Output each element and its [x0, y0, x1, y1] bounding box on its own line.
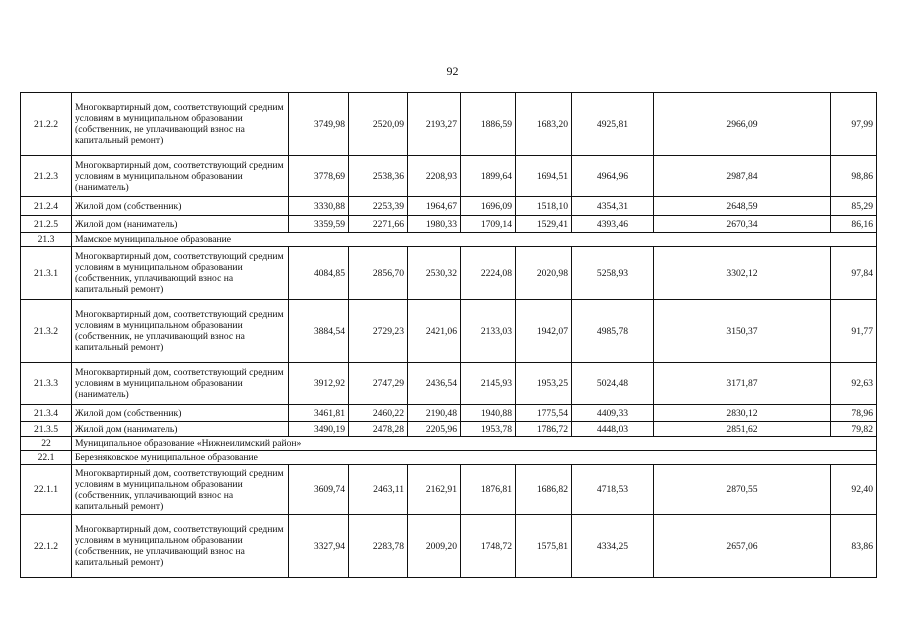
value-cell: 4334,25 [572, 515, 654, 578]
value-cell: 1876,81 [461, 465, 516, 515]
value-cell: 1940,88 [461, 405, 516, 422]
value-cell: 2670,34 [654, 216, 831, 233]
value-cell: 97,84 [831, 247, 877, 300]
value-cell: 2729,23 [349, 300, 408, 363]
value-cell: 2538,36 [349, 156, 408, 197]
value-cell: 2463,11 [349, 465, 408, 515]
row-code: 22.1.1 [21, 465, 72, 515]
value-cell: 3359,59 [289, 216, 349, 233]
section-title: Мамское муниципальное образование [72, 233, 877, 247]
value-cell: 2830,12 [654, 405, 831, 422]
table-row [21, 405, 877, 422]
value-cell: 3490,19 [289, 422, 349, 437]
value-cell: 4718,53 [572, 465, 654, 515]
value-cell: 2283,78 [349, 515, 408, 578]
value-cell: 2436,54 [408, 363, 461, 405]
value-cell: 2020,98 [516, 247, 572, 300]
row-code: 21.2.2 [21, 93, 72, 156]
value-cell: 2851,62 [654, 422, 831, 437]
value-cell: 78,96 [831, 405, 877, 422]
value-cell: 2460,22 [349, 405, 408, 422]
value-cell: 1899,64 [461, 156, 516, 197]
value-cell: 2856,70 [349, 247, 408, 300]
value-cell: 3302,12 [654, 247, 831, 300]
value-cell: 92,63 [831, 363, 877, 405]
value-cell: 3884,54 [289, 300, 349, 363]
value-cell: 1696,09 [461, 197, 516, 216]
row-code: 21.3.4 [21, 405, 72, 422]
value-cell: 5258,93 [572, 247, 654, 300]
value-cell: 1886,59 [461, 93, 516, 156]
table-row [21, 216, 877, 233]
section-header-row [21, 437, 877, 451]
row-description: Жилой дом (наниматель) [72, 422, 289, 437]
section-code: 22 [21, 437, 72, 451]
value-cell: 98,86 [831, 156, 877, 197]
row-description: Многоквартирный дом, соответствующий средним условиям в муниципальном образовании (собственник, уплачивающий взнос на капитальный ремонт) [72, 465, 289, 515]
value-cell: 3330,88 [289, 197, 349, 216]
value-cell: 1964,67 [408, 197, 461, 216]
row-description: Жилой дом (собственник) [72, 405, 289, 422]
value-cell: 4393,46 [572, 216, 654, 233]
value-cell: 2271,66 [349, 216, 408, 233]
table-row [21, 300, 877, 363]
value-cell: 4964,96 [572, 156, 654, 197]
row-code: 21.2.4 [21, 197, 72, 216]
row-code: 21.3.1 [21, 247, 72, 300]
section-code: 21.3 [21, 233, 72, 247]
value-cell: 2145,93 [461, 363, 516, 405]
value-cell: 91,77 [831, 300, 877, 363]
value-cell: 2253,39 [349, 197, 408, 216]
value-cell: 1942,07 [516, 300, 572, 363]
value-cell: 4409,33 [572, 405, 654, 422]
value-cell: 3749,98 [289, 93, 349, 156]
table-row [21, 363, 877, 405]
table-row [21, 422, 877, 437]
value-cell: 1953,78 [461, 422, 516, 437]
row-code: 21.3.2 [21, 300, 72, 363]
row-code: 21.3.3 [21, 363, 72, 405]
value-cell: 1518,10 [516, 197, 572, 216]
value-cell: 2190,48 [408, 405, 461, 422]
value-cell: 1980,33 [408, 216, 461, 233]
value-cell: 2987,84 [654, 156, 831, 197]
utility-rates-table [20, 92, 877, 578]
value-cell: 3461,81 [289, 405, 349, 422]
row-code: 21.2.5 [21, 216, 72, 233]
value-cell: 1529,41 [516, 216, 572, 233]
value-cell: 2193,27 [408, 93, 461, 156]
row-description: Жилой дом (собственник) [72, 197, 289, 216]
value-cell: 79,82 [831, 422, 877, 437]
value-cell: 2009,20 [408, 515, 461, 578]
table-row [21, 197, 877, 216]
value-cell: 2520,09 [349, 93, 408, 156]
row-code: 21.2.3 [21, 156, 72, 197]
value-cell: 85,29 [831, 197, 877, 216]
row-description: Многоквартирный дом, соответствующий средним условиям в муниципальном образовании (наниматель) [72, 363, 289, 405]
value-cell: 83,86 [831, 515, 877, 578]
section-code: 22.1 [21, 451, 72, 465]
table-row [21, 247, 877, 300]
row-code: 21.3.5 [21, 422, 72, 437]
section-header-row [21, 451, 877, 465]
value-cell: 4985,78 [572, 300, 654, 363]
value-cell: 3171,87 [654, 363, 831, 405]
value-cell: 2966,09 [654, 93, 831, 156]
value-cell: 3778,69 [289, 156, 349, 197]
value-cell: 2421,06 [408, 300, 461, 363]
value-cell: 3150,37 [654, 300, 831, 363]
row-description: Многоквартирный дом, соответствующий средним условиям в муниципальном образовании (наниматель) [72, 156, 289, 197]
row-description: Многоквартирный дом, соответствующий средним условиям в муниципальном образовании (собственник, не уплачивающий взнос на капитальный ремонт) [72, 515, 289, 578]
table-body [21, 93, 877, 578]
value-cell: 2657,06 [654, 515, 831, 578]
table-row [21, 156, 877, 197]
value-cell: 1709,14 [461, 216, 516, 233]
value-cell: 1686,82 [516, 465, 572, 515]
value-cell: 1694,51 [516, 156, 572, 197]
value-cell: 92,40 [831, 465, 877, 515]
value-cell: 2747,29 [349, 363, 408, 405]
value-cell: 1683,20 [516, 93, 572, 156]
value-cell: 3327,94 [289, 515, 349, 578]
table-row [21, 465, 877, 515]
value-cell: 4448,03 [572, 422, 654, 437]
value-cell: 2530,32 [408, 247, 461, 300]
row-description: Многоквартирный дом, соответствующий средним условиям в муниципальном образовании (собственник, уплачивающий взнос на капитальный ремонт) [72, 247, 289, 300]
value-cell: 2224,08 [461, 247, 516, 300]
row-description: Многоквартирный дом, соответствующий средним условиям в муниципальном образовании (собственник, не уплачивающий взнос на капитальный ремонт) [72, 93, 289, 156]
row-code: 22.1.2 [21, 515, 72, 578]
section-title: Муниципальное образование «Нижнеилимский район» [72, 437, 877, 451]
value-cell: 2478,28 [349, 422, 408, 437]
value-cell: 2133,03 [461, 300, 516, 363]
value-cell: 5024,48 [572, 363, 654, 405]
page-number: 92 [446, 64, 459, 78]
value-cell: 2208,93 [408, 156, 461, 197]
value-cell: 3609,74 [289, 465, 349, 515]
value-cell: 2870,55 [654, 465, 831, 515]
value-cell: 1786,72 [516, 422, 572, 437]
value-cell: 2205,96 [408, 422, 461, 437]
value-cell: 1748,72 [461, 515, 516, 578]
value-cell: 1953,25 [516, 363, 572, 405]
value-cell: 3912,92 [289, 363, 349, 405]
table-row [21, 515, 877, 578]
value-cell: 4925,81 [572, 93, 654, 156]
value-cell: 97,99 [831, 93, 877, 156]
row-description: Жилой дом (наниматель) [72, 216, 289, 233]
value-cell: 1775,54 [516, 405, 572, 422]
value-cell: 1575,81 [516, 515, 572, 578]
row-description: Многоквартирный дом, соответствующий средним условиям в муниципальном образовании (собственник, не уплачивающий взнос на капитальный ремонт) [72, 300, 289, 363]
table-row [21, 93, 877, 156]
value-cell: 2648,59 [654, 197, 831, 216]
value-cell: 86,16 [831, 216, 877, 233]
section-title: Березняковское муниципальное образование [72, 451, 877, 465]
value-cell: 4354,31 [572, 197, 654, 216]
section-header-row [21, 233, 877, 247]
value-cell: 4084,85 [289, 247, 349, 300]
value-cell: 2162,91 [408, 465, 461, 515]
